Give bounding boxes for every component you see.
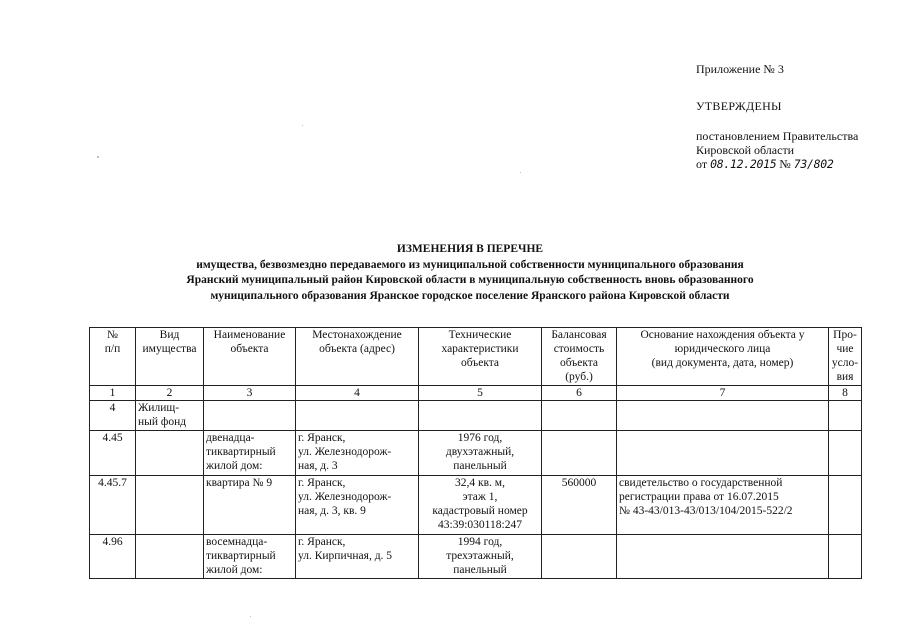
tech-specs: [419, 401, 542, 431]
other-conditions: [829, 535, 862, 579]
object-address: г. Яранск, ул. Кирпичная, д. 5: [296, 535, 419, 579]
title-line-1: ИЗМЕНЕНИЯ В ПЕРЕЧНЕ: [396, 243, 544, 255]
column-number: 3: [204, 386, 296, 401]
tech-specs: 32,4 кв. м, этаж 1, кадастровый номер 43:39:030118:247: [419, 476, 542, 535]
decree-line-1: постановлением Правительства: [696, 129, 859, 143]
property-kind: [136, 535, 204, 579]
ownership-basis: [617, 431, 829, 476]
header-cell: Балансовая стоимость объекта (руб.): [542, 328, 617, 386]
object-name: квартира № 9: [204, 476, 296, 535]
title-line-4: муниципального образования Яранское городское поселение Яранского района Кировской области: [210, 289, 730, 302]
object-name: двенадца- тиквартирный жилой дом:: [204, 431, 296, 476]
other-conditions: [829, 476, 862, 535]
column-number: 8: [829, 386, 862, 401]
row-number: 4.96: [90, 535, 136, 579]
tech-specs: 1994 год, трехэтажный, панельный: [419, 535, 542, 579]
decree-number-sign: №: [779, 157, 791, 171]
scan-speck: [520, 172, 521, 173]
object-name: восемнадца- тиквартирный жилой дом:: [204, 535, 296, 579]
row-number: 4.45.7: [90, 476, 136, 535]
table-row: [90, 476, 862, 535]
property-kind: [136, 431, 204, 476]
header-cell: № п/п: [90, 328, 136, 386]
scan-speck: [302, 125, 303, 126]
object-address: г. Яранск, ул. Железнодорож- ная, д. 3: [296, 431, 419, 476]
other-conditions: [829, 431, 862, 476]
decree-line-2: Кировской области: [696, 143, 795, 157]
property-kind: Жилищ- ный фонд: [136, 401, 204, 431]
balance-value: 560000: [542, 476, 617, 535]
decree-date-line: [696, 157, 834, 171]
table-row: [90, 401, 862, 431]
header-cell: Местонахождение объекта (адрес): [296, 328, 419, 386]
balance-value: [542, 401, 617, 431]
decree-number: 73/802: [793, 157, 834, 171]
approved-label: УТВЕРЖДЕНЫ: [696, 99, 782, 113]
object-address: [296, 401, 419, 431]
title-line-2: имущества, безвозмездно передаваемого из муниципальной собственности муниципального образования: [196, 258, 744, 271]
object-name: [204, 401, 296, 431]
ownership-basis: свидетельство о государственной регистрации права от 16.07.2015 № 43-43/013-43/013/104/2015-522/2: [617, 476, 829, 535]
scan-speck: [97, 156, 99, 158]
object-address: г. Яранск, ул. Железнодорож- ная, д. 3, кв. 9: [296, 476, 419, 535]
decree-prefix: от: [696, 157, 708, 171]
ownership-basis: [617, 401, 829, 431]
header-cell: Про- чие усло- вия: [829, 328, 862, 386]
column-number: 6: [542, 386, 617, 401]
ownership-basis: [617, 535, 829, 579]
tech-specs: 1976 год, двухэтажный, панельный: [419, 431, 542, 476]
balance-value: [542, 535, 617, 579]
title-line-3: Яранский муниципальный район Кировской области в муниципальную собственность вновь образованного: [186, 274, 754, 286]
column-number-row: [90, 386, 862, 401]
property-kind: [136, 476, 204, 535]
column-number: 2: [136, 386, 204, 401]
table-row: [90, 535, 862, 579]
row-number: 4: [90, 401, 136, 431]
scan-speck: [250, 616, 251, 617]
row-number: 4.45: [90, 431, 136, 476]
document-title: [90, 242, 850, 304]
other-conditions: [829, 401, 862, 431]
header-cell: Вид имущества: [136, 328, 204, 386]
column-number: 7: [617, 386, 829, 401]
column-number: 1: [90, 386, 136, 401]
header-cell: Основание нахождения объекта у юридического лица (вид документа, дата, номер): [617, 328, 829, 386]
appendix-label: Приложение № 3: [696, 62, 784, 76]
header-cell: Наименование объекта: [204, 328, 296, 386]
balance-value: [542, 431, 617, 476]
decree-date: 08.12.2015: [710, 157, 777, 171]
column-number: 4: [296, 386, 419, 401]
table-row: [90, 431, 862, 476]
property-table: [89, 327, 862, 579]
header-cell: Технические характеристики объекта: [419, 328, 542, 386]
table-header-row: [90, 328, 862, 386]
column-number: 5: [419, 386, 542, 401]
